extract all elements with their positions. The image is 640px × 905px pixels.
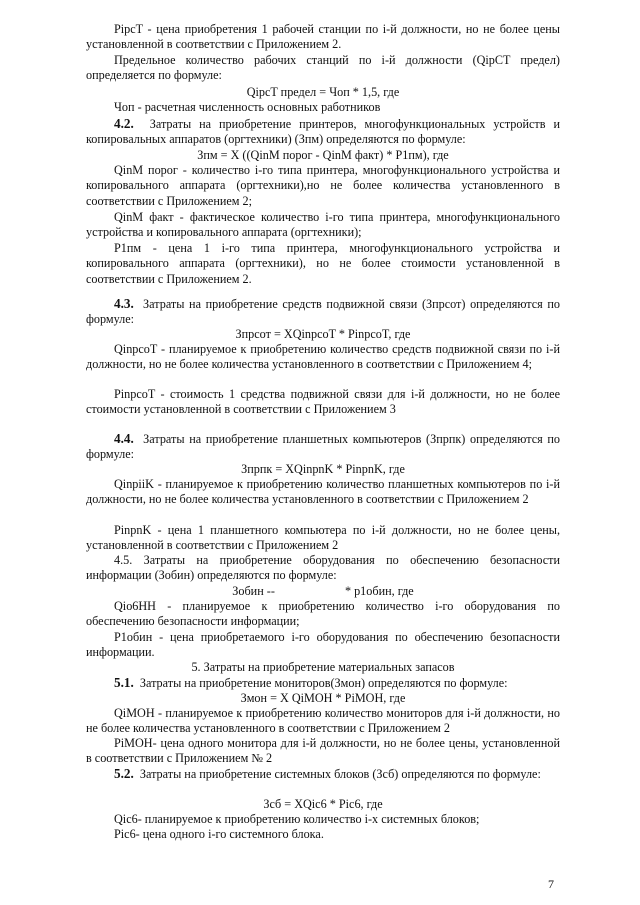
paragraph-qinpcot: QinpcoT - планируемое к приобретению количество средств подвижной связи по i-й должности, но не более количества установленного в соответствии с Приложением 4; xyxy=(86,342,560,372)
section-4-2 xyxy=(86,116,560,148)
paragraph-4-5: 4.5. Затраты на приобретение оборудования по обеспечению безопасности информации (Зобин) определяются по формуле: xyxy=(86,553,560,583)
paragraph-qio6hh: Qio6HH - планируемое к приобретению количество i-го оборудования по обеспечению безопасности информации; xyxy=(86,599,560,629)
section-number: 4.4. xyxy=(114,431,134,446)
paragraph-pinpnk: PinpnK - цена 1 планшетного компьютера по i-й должности, но не более цены, установленной в соответствии с Приложением 2 xyxy=(86,523,560,553)
formula-zprsot: Зпрсот = XQinpcoT * PinpcoT, где xyxy=(235,327,411,341)
formula-zpm: Зпм = X ((QinM порог - QinM факт) * P1пм), где xyxy=(197,148,449,162)
paragraph-pimoh: PiMOH- цена одного монитора для i-й должности, но не более цены, установленной в соответствии с Приложением № 2 xyxy=(86,736,560,766)
page-number: 7 xyxy=(548,877,554,891)
section-text: Затраты на приобретение средств подвижной связи (Зпрсот) определяются по формуле: xyxy=(86,297,561,327)
paragraph-pinpcot: PinpcoT - стоимость 1 средства подвижной связи для i-й должности, но не более стоимости установленной в соответствии с Приложением 3 xyxy=(86,387,560,417)
section-4-3 xyxy=(86,296,560,328)
section-5-1 xyxy=(86,675,560,691)
paragraph-pic6: Pic6- цена одного i-го системного блока. xyxy=(114,827,324,841)
section-4-4 xyxy=(86,431,560,463)
section-number: 4.2. xyxy=(114,116,134,131)
section-text: Затраты на приобретение мониторов(Змон) определяются по формуле: xyxy=(139,676,508,690)
section-number: 5.2. xyxy=(114,766,134,781)
paragraph-p1pm: P1пм - цена 1 i-го типа принтера, многофункционального устройства и копировального аппарата (оргтехники), но не более стоимости установленной в соответствии с Приложением 2. xyxy=(86,241,560,286)
paragraph-max-workstations: Предельное количество рабочих станций по i-й должности (QipCT предел) определяется по формуле: xyxy=(86,53,560,83)
section-text: Затраты на приобретение принтеров, многофункциональных устройств и копировальных аппаратов (оргтехники) (Зпм) определяются по формуле: xyxy=(86,117,561,147)
section-number: 5.1. xyxy=(114,675,134,690)
section-text: Затраты на приобретение системных блоков (Зсб) определяются по формуле: xyxy=(139,767,541,781)
formula-zobin: Зобин -- * p1обин, где xyxy=(232,584,414,598)
section-number: 4.3. xyxy=(114,296,134,311)
paragraph-qinm-fakt: QinM факт - фактическое количество i-го типа принтера, многофункционального устройства и копировального аппарата (оргтехники); xyxy=(86,210,560,240)
section-5-2 xyxy=(86,766,560,782)
paragraph-qimoh: QiMOH - планируемое к приобретению количество мониторов для i-й должности, но не более количества установленного в соответствии с Приложением 2 xyxy=(86,706,560,736)
paragraph-qinm-porog: QinM порог - количество i-го типа принтера, многофункционального устройства и копировального аппарата (оргтехники),но не более количества установленного в соответствии с Приложением 2; xyxy=(86,163,560,208)
paragraph-qic6: Qic6- планируемое к приобретению количество i-x системных блоков; xyxy=(114,812,480,826)
section-text: Затраты на приобретение планшетных компьютеров (Зпрпк) определяются по формуле: xyxy=(86,432,561,462)
formula-zprpk: Зпрпк = XQinpnK * PinpnK, где xyxy=(241,462,405,476)
paragraph-pipct: PipcT - цена приобретения 1 рабочей станции по i-й должности, но не более цены установленной в соответствии с Приложением 2. xyxy=(86,22,560,52)
formula-zsb: Зсб = XQic6 * Pic6, где xyxy=(263,797,383,811)
formula-qipct: QipcT предел = Чоп * 1,5, где xyxy=(246,85,400,99)
paragraph-p1obin: P1обин - цена приобретаемого i-го оборудования по обеспечению безопасности информации. xyxy=(86,630,560,660)
section-5-heading: 5. Затраты на приобретение материальных запасов xyxy=(191,660,455,674)
paragraph-chop: Чоп - расчетная численность основных работников xyxy=(114,100,381,114)
formula-zmon: Змон = X QiMOH * PiMOH, где xyxy=(240,691,406,705)
paragraph-qinpiik: QinpiiK - планируемое к приобретению количество планшетных компьютеров по i-й должности, но не более количества установленного в соответствии с Приложением 2 xyxy=(86,477,560,507)
